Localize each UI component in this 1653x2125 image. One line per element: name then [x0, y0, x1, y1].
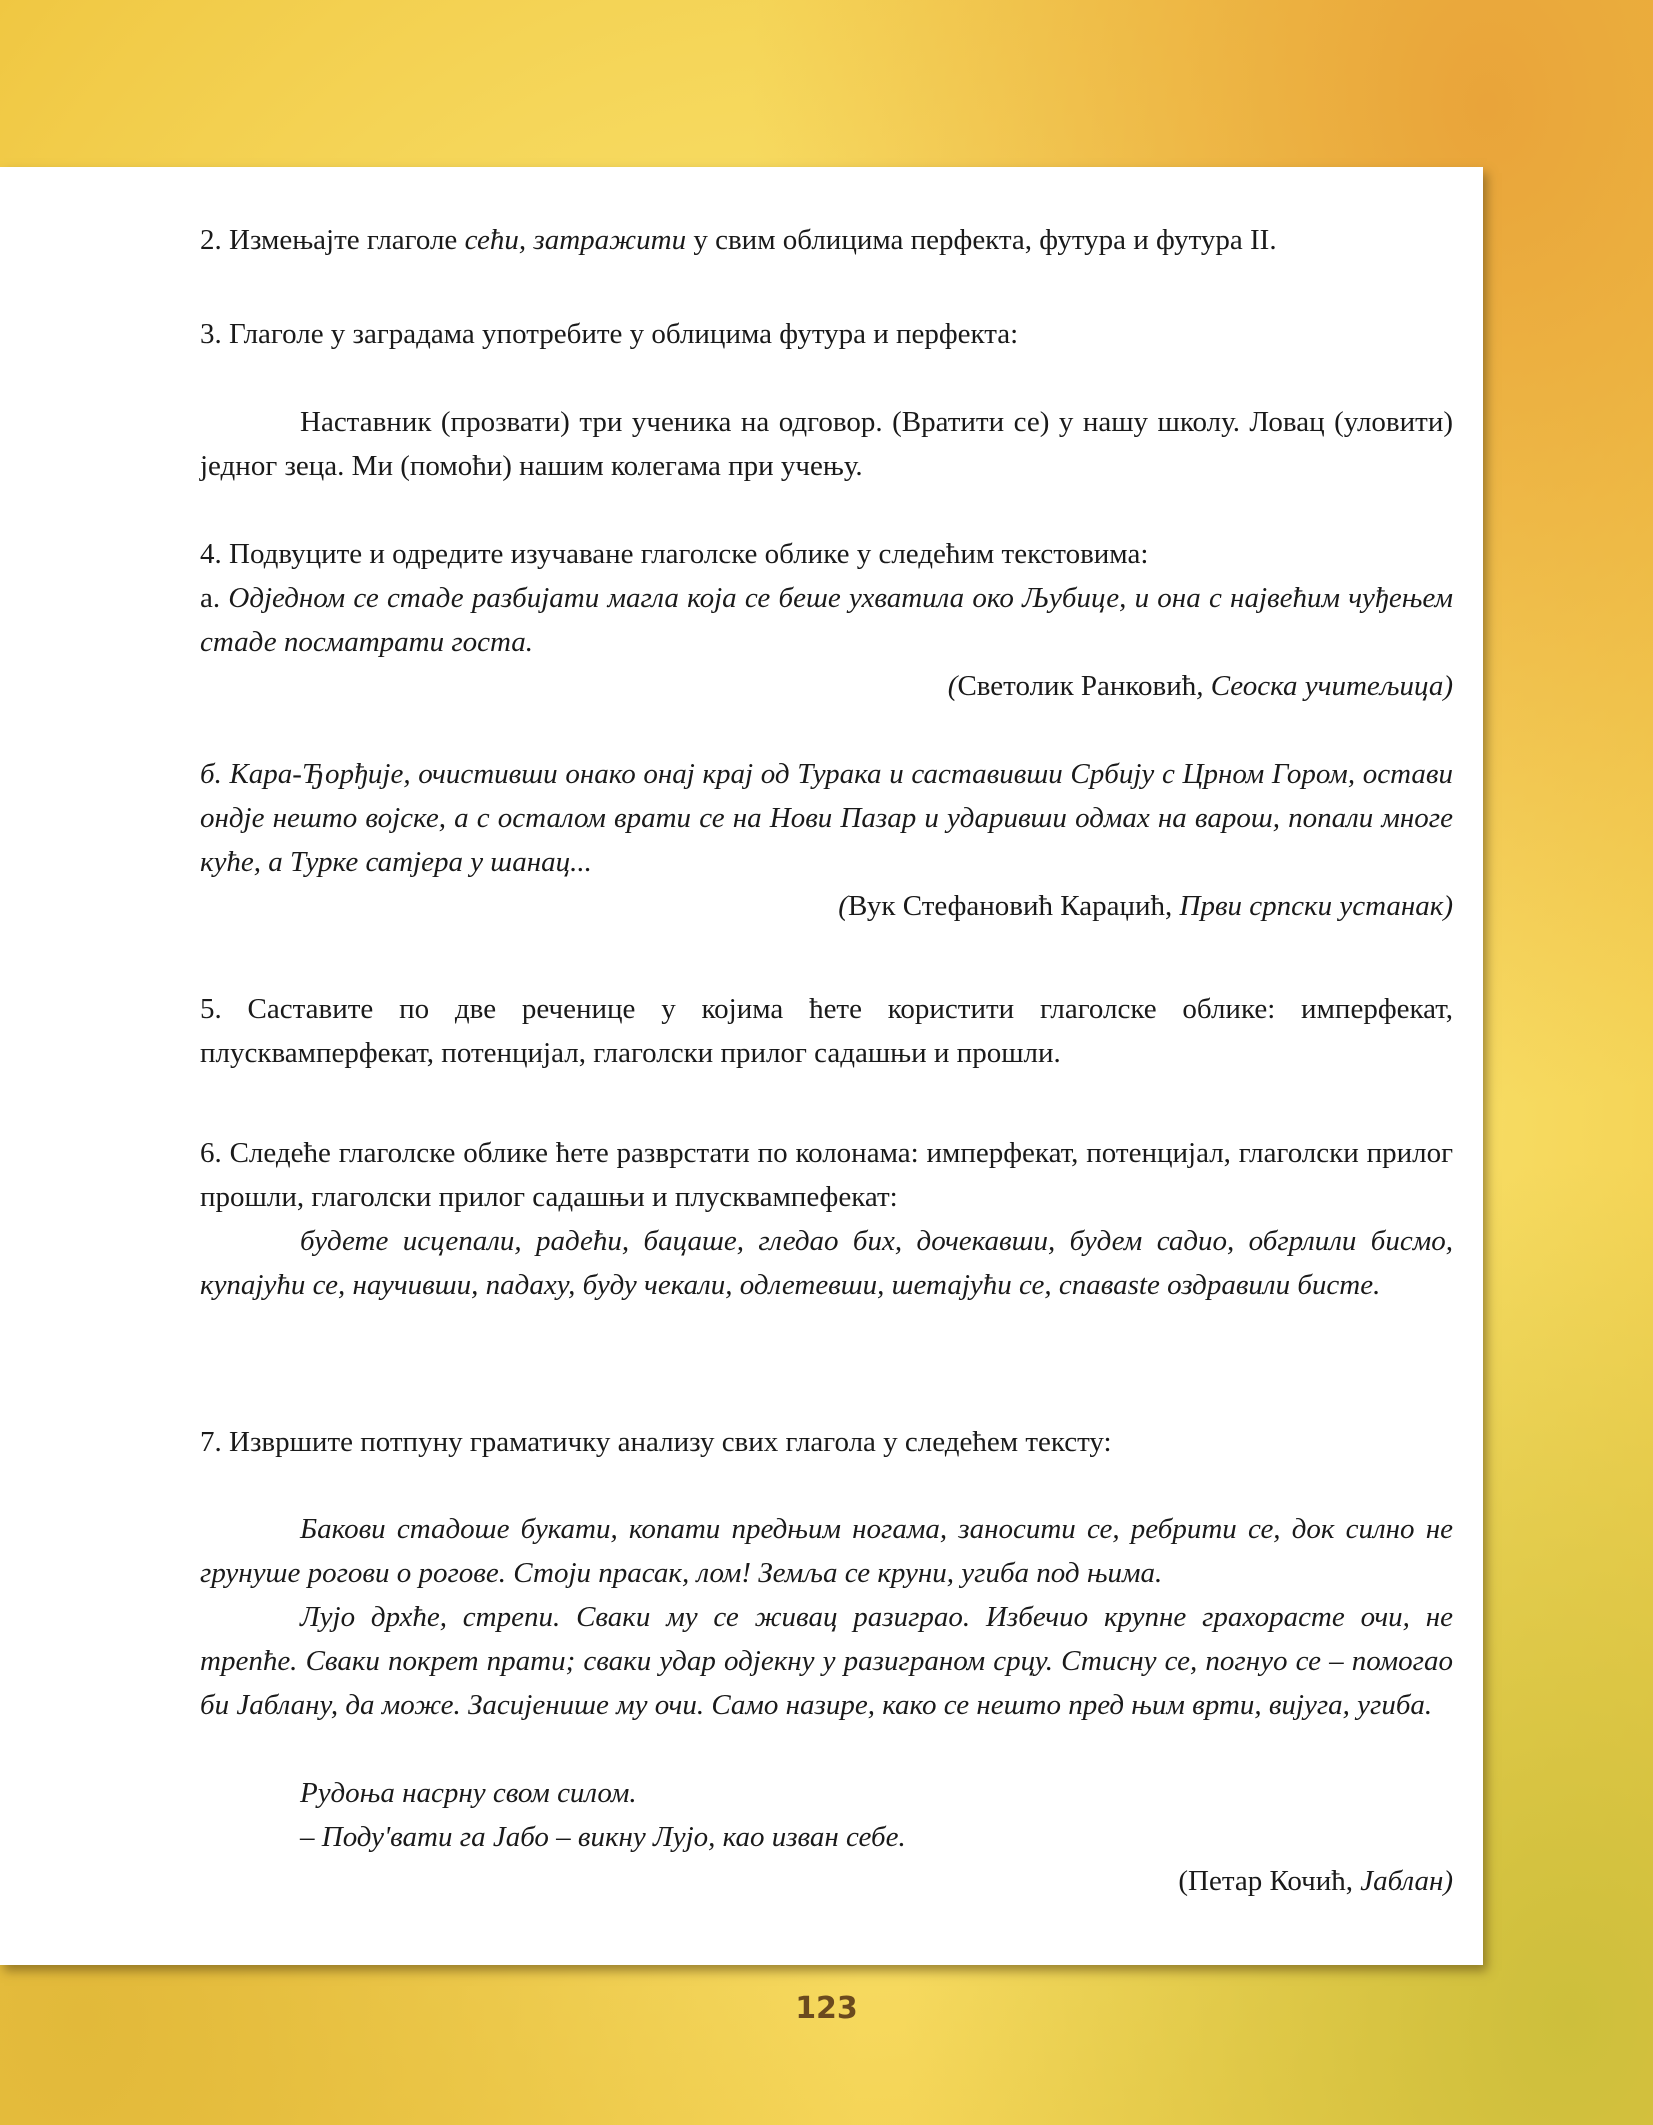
- exercise-4a-quote: Одједном се стаде разбијати магла која се беше ухватила око Љубице, и она с највећим чуђењем стаде посматрати госта.: [200, 582, 1453, 658]
- paragraph-text: – Поду'вати га Јабо – викну Лујо, као изван себе.: [300, 1821, 906, 1853]
- exercise-7-paragraph-3: [200, 1771, 1453, 1815]
- exercise-3-title: 3. Глаголе у заградама употребите у облицима футура и перфекта:: [200, 318, 1019, 350]
- exercise-7-paragraph-2: [200, 1595, 1453, 1727]
- exercise-2: [200, 218, 1453, 262]
- exercise-2-text-end: у свим облицима перфекта, футура и футура II.: [686, 224, 1277, 256]
- exercise-6-title: 6. Следеће глаголске облике ћете разврстати по колонама: имперфекат, потенцијал, глаголски прилог прошли, глаголски прилог садашњи и плусквампефекат:: [200, 1137, 1453, 1213]
- exercise-4b-text: [200, 752, 1453, 884]
- source-title: Јаблан): [1360, 1865, 1453, 1897]
- source-title: , Сеоска учитељица): [1196, 670, 1453, 702]
- source-author: Вук Стефановић Караџић,: [847, 890, 1180, 922]
- exercise-7-paragraph-4: [200, 1815, 1453, 1859]
- exercise-7-source: [200, 1859, 1453, 1903]
- exercise-5: 5. Саставите по две реченице у којима ћете користити глаголске облике: имперфекат, плусквамперфекат, потенцијал, глаголски прилог садашњи и прошли.: [200, 993, 1453, 1069]
- exercise-2-text: 2. Измењајте глаголе: [200, 224, 465, 256]
- source-paren: (: [947, 670, 958, 702]
- page-panel: [0, 167, 1483, 1965]
- exercise-7-title: 7. Извршите потпуну граматичку анализу свих глагола у следећем тексту:: [200, 1426, 1112, 1458]
- exercise-7-paragraph-1: [200, 1507, 1453, 1595]
- source-author: Светолик Ранковић: [957, 670, 1197, 702]
- exercise-4a-label: а.: [200, 582, 229, 614]
- paragraph-text: Рудоња насрну свом силом.: [300, 1777, 637, 1809]
- exercise-4a-source: [200, 664, 1453, 708]
- page-number: 123: [795, 1991, 858, 2026]
- exercise-4b-quote: б. Кара-Ђорђије, очистивши онако онај крај од Турака и саставивши Србију с Црном Гором, остави ондје нешто војске, а с осталом врати се на Нови Пазар и ударивши одмах на варош, попали многе куће, а Турке сатјера у шанац...: [200, 758, 1453, 878]
- exercise-2-verbs: сећи, затражити: [464, 224, 687, 256]
- exercise-4b-source: [200, 884, 1453, 928]
- exercise-6-verb-forms: будете исцепали, радећи, бацаше, гледао бих, дочекавши, будем садио, обгрлили бисмо, купајући се, научивши, падаху, буду чекали, одлетевши, шетајући се, спаваste оздравили бисте.: [200, 1225, 1453, 1301]
- source-title: Први српски устанак): [1179, 890, 1453, 922]
- exercise-3-sentences: Наставник (прозвати) три ученика на одговор. (Вратити се) у нашу школу. Ловац (уловити) једног зеца. Ми (помоћи) нашим колегама при учењу.: [200, 406, 1453, 482]
- exercise-6-list: [200, 1219, 1453, 1307]
- exercise-4-title: 4. Подвуците и одредите изучаване глаголске облике у следећим текстовима:: [200, 538, 1149, 570]
- paragraph-text: Бакови стадоше букати, копати предњим ногама, заносити се, ребрити се, док силно не грунуше рогови о рогове. Стоји прасак, лом! Земља се круни, угиба под њима.: [200, 1513, 1453, 1589]
- source-author: (Петар Кочић,: [1178, 1865, 1361, 1897]
- exercise-4a-text: [200, 576, 1453, 664]
- paragraph-text: Лујо дрхће, стрепи. Сваки му се живац разиграо. Избечио крупне грахорасте очи, не трепће. Сваки покрет прати; сваки удар одјекну у разиграном срцу. Стисну се, погнуо се – помогао би Јаблану, да може. Засијенише му очи. Само назире, како се нешто пред њим врти, вијуга, угиба.: [200, 1601, 1453, 1721]
- source-paren: (: [838, 890, 848, 922]
